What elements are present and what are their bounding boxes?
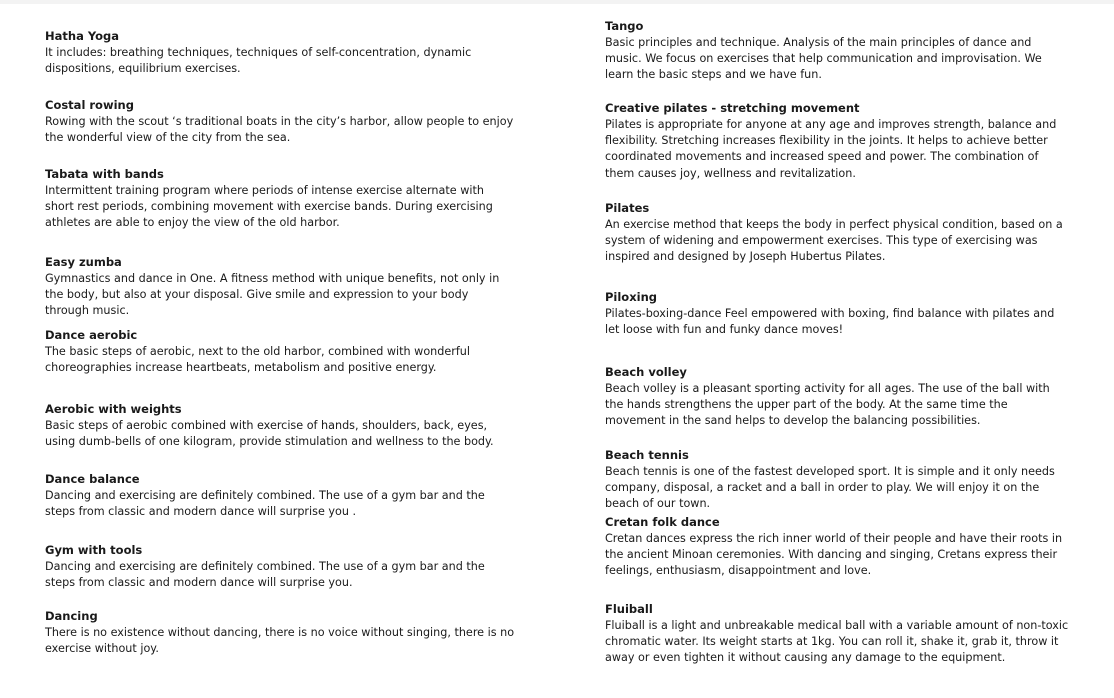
activity-title: Hatha Yoga [45,29,119,43]
activity-title: Cretan folk dance [605,515,720,529]
activity-title: Tango [605,19,644,33]
activity-description: Basic steps of aerobic combined with exercise of hands, shoulders, back, eyes, using dumb-bells of one kilogram, provide stimulation and wellness to the body. [45,418,494,448]
activity-description: Beach tennis is one of the fastest developed sport. It is simple and it only needs company, disposal, a racket and a ball in order to play. We will enjoy it on the beach of our town. [605,464,1055,511]
activity-beach-volley [605,364,1071,430]
activity-costal-rowing [45,97,515,146]
activity-description: The basic steps of aerobic, next to the old harbor, combined with wonderful choreographies increase heartbeats, metabolism and positive energy. [45,344,470,374]
activity-title: Fluiball [605,602,653,616]
activity-tabata-with-bands [45,166,515,232]
activity-description: Fluiball is a light and unbreakable medical ball with a variable amount of non-toxic chromatic water. Its weight starts at 1kg. You can roll it, shake it, grab it, throw it away or even tighten it without causing any damage to the equipment. [605,618,1069,665]
activity-title: Pilates [605,201,650,215]
activity-title: Dance aerobic [45,328,138,342]
activity-cretan-folk-dance [605,514,1071,580]
activity-description: Intermittent training program where periods of intense exercise alternate with short rest periods, combining movement with exercise bands. During exercising athletes are able to enjoy the view of the old harbor. [45,183,493,230]
top-divider [0,0,1114,4]
activity-description: Beach volley is a pleasant sporting activity for all ages. The use of the ball with the hands strengthens the upper part of the body. At the same time the movement in the sand helps to develop the balancing possibilities. [605,381,1050,428]
activity-title: Dance balance [45,472,140,486]
activity-tango [605,18,1071,84]
activity-title: Dancing [45,609,98,623]
activity-dancing [45,608,515,657]
activity-title: Beach volley [605,365,687,379]
activity-description: Cretan dances express the rich inner world of their people and have their roots in the ancient Minoan ceremonies. With dancing and singing, Cretans express their feelings, enthusiasm, disappointment and love. [605,531,1063,578]
activity-title: Easy zumba [45,255,122,269]
activity-title: Costal rowing [45,98,134,112]
activity-dance-aerobic [45,327,515,376]
activity-description: Pilates-boxing-dance Feel empowered with boxing, find balance with pilates and let loose with fun and funky dance moves! [605,306,1055,336]
activity-title: Tabata with bands [45,167,164,181]
activity-title: Beach tennis [605,448,689,462]
activity-gym-with-tools [45,542,515,591]
activity-description: Pilates is appropriate for anyone at any age and improves strength, balance and flexibility. Stretching increases flexibility in the joints. It helps to achieve better coordinated movements and increased speed and power. The combination of them causes joy, wellness and revitalization. [605,117,1057,180]
activity-description: Dancing and exercising are definitely combined. The use of a gym bar and the steps from classic and modern dance will surprise you. [45,559,485,589]
activity-title: Gym with tools [45,543,143,557]
activity-beach-tennis [605,447,1071,513]
activity-title: Creative pilates - stretching movement [605,101,860,115]
activity-title: Aerobic with weights [45,402,182,416]
activity-description: Dancing and exercising are definitely combined. The use of a gym bar and the steps from classic and modern dance will surprise you . [45,488,485,518]
activity-pilates [605,200,1071,266]
activity-description: Basic principles and technique. Analysis of the main principles of dance and music. We focus on exercises that help communication and improvisation. We learn the basic steps and we have fun. [605,35,1042,82]
activity-easy-zumba [45,254,515,320]
activity-creative-pilates [605,100,1071,182]
activity-title: Piloxing [605,290,657,304]
activity-description: There is no existence without dancing, there is no voice without singing, there is no exercise without joy. [45,625,515,655]
activity-description: Rowing with the scout ‘s traditional boats in the city’s harbor, allow people to enjoy the wonderful view of the city from the sea. [45,114,514,144]
activity-piloxing [605,289,1071,338]
activity-hatha-yoga [45,28,515,77]
activity-aerobic-with-weights [45,401,515,450]
activity-description: An exercise method that keeps the body in perfect physical condition, based on a system of widening and empowerment exercises. This type of exercising was inspired and designed by Joseph Hubertus Pilates. [605,217,1063,264]
activity-fluiball [605,601,1071,667]
activity-description: It includes: breathing techniques, techniques of self-concentration, dynamic dispositions, equilibrium exercises. [45,45,472,75]
activity-description: Gymnastics and dance in One. A fitness method with unique benefits, not only in the body, but also at your disposal. Give smile and expression to your body through music. [45,271,500,318]
activity-dance-balance [45,471,515,520]
